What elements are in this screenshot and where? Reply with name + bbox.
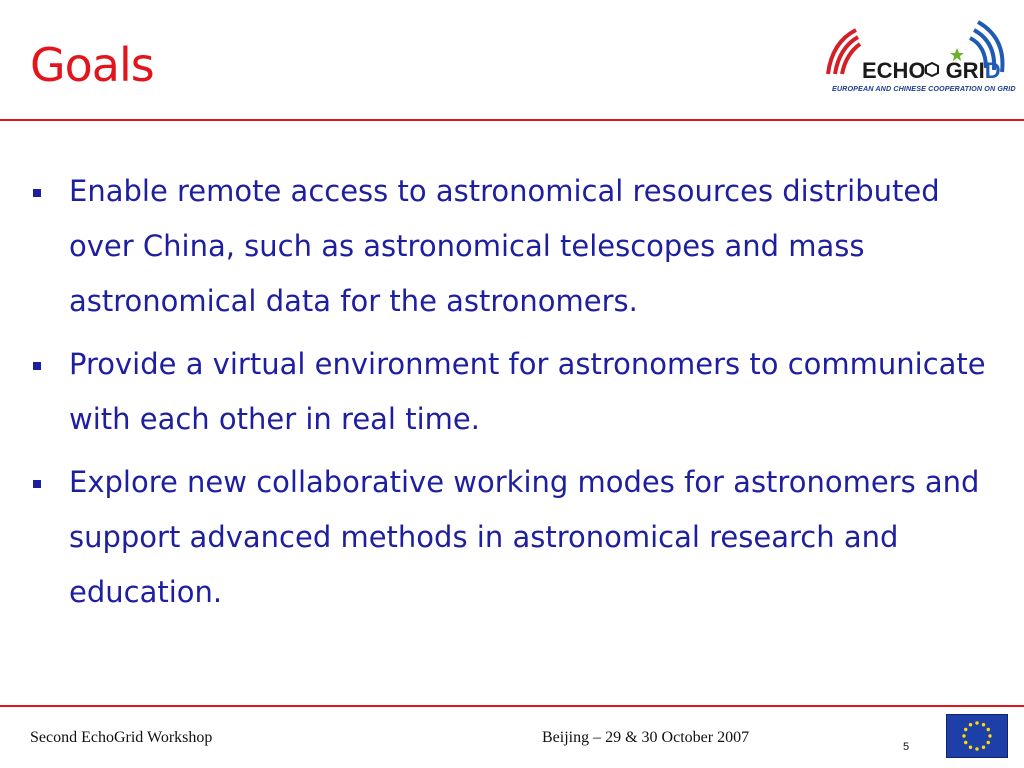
eu-star-icon [969,723,972,726]
bullet-list [30,164,990,628]
eu-stars [962,721,991,750]
header-divider [0,119,1024,121]
eu-star-icon [969,746,972,749]
eu-star-icon [988,734,991,737]
eu-star-icon [962,734,965,737]
logo-tagline: EUROPEAN AND CHINESE COOPERATION ON GRID [832,84,1016,93]
square-bullet-icon [33,362,41,370]
eu-star-icon [982,746,985,749]
bullet-text: Enable remote access to astronomical resources distributed over China, such as astronomical telescopes and mass astronomical data for the astronomers. [69,174,940,318]
footer-divider [0,705,1024,707]
logo-d-text: D [984,58,1001,83]
square-bullet-icon [33,189,41,197]
bullet-item [30,455,990,620]
slide-title: Goals [30,38,154,92]
bullet-text: Explore new collaborative working modes for astronomers and support advanced methods in astronomical research and education. [69,465,980,609]
footer-workshop-name: Second EchoGrid Workshop [30,729,213,746]
eu-star-icon [975,721,978,724]
logo-echo-text: ECHO [862,58,926,83]
square-bullet-icon [33,480,41,488]
bullet-item [30,164,990,329]
page-number: 5 [903,741,910,753]
echogrid-logo [822,14,1014,98]
eu-star-icon [964,728,967,731]
bullet-text: Provide a virtual environment for astronomers to communicate with each other in real time. [69,347,986,436]
eu-star-icon [987,728,990,731]
eu-star-icon [975,747,978,750]
eu-star-icon [987,741,990,744]
bullet-item [30,337,990,447]
eu-flag-icon [946,714,1008,758]
eu-star-icon [964,741,967,744]
eu-star-icon [982,723,985,726]
footer-location-date: Beijing – 29 & 30 October 2007 [542,729,750,746]
logo-grid-text: GRI [945,58,985,83]
